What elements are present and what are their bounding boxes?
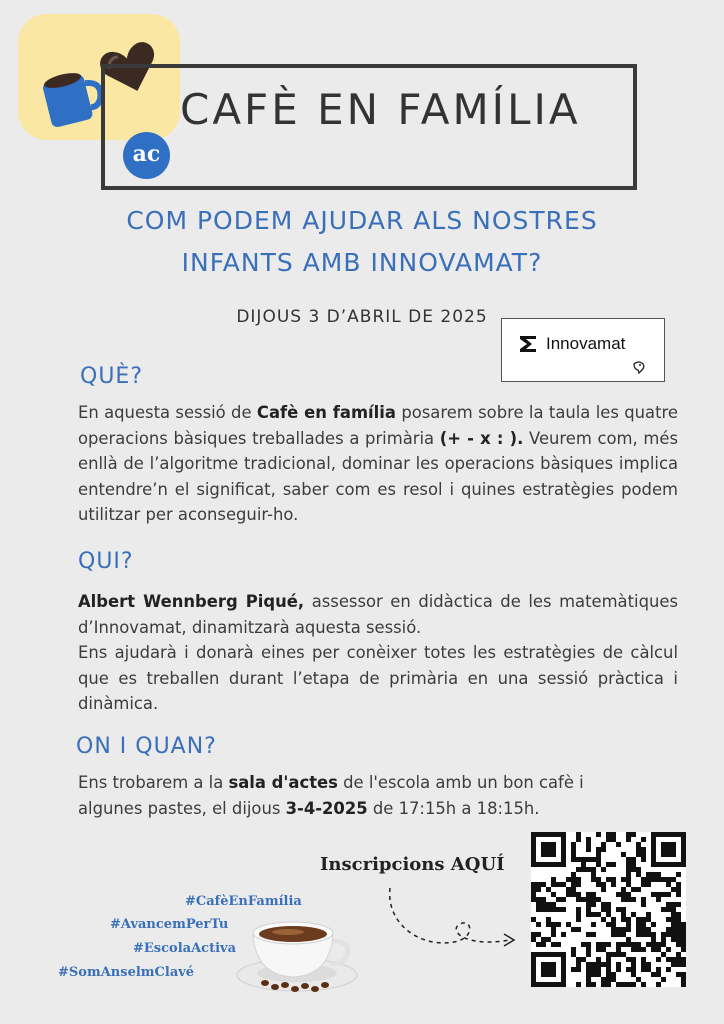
text-bold: Cafè en família: [256, 403, 396, 422]
section-body-on-quan: [78, 770, 598, 821]
hashtag-escola-activa: #EscolaActiva: [133, 941, 236, 956]
event-date-short: 3-4-2025: [285, 798, 368, 818]
text: de l'escola amb un bon cafè i algunes pastes, el dijous: [78, 773, 584, 818]
section-heading-on-quan: ON I QUAN?: [76, 734, 217, 759]
hashtag-avancem-per-tu: #AvancemPerTu: [110, 917, 229, 932]
innovamat-logo-box: [501, 318, 665, 382]
text: Ens ajudarà i donarà eines per conèixer totes les estratègies de càlcul que es treballen durant l’etapa de primària en una sessió pràctica i dinàmica.: [78, 643, 678, 713]
hashtag-som-anselm-clave: #SomAnselmClavé: [58, 965, 195, 980]
operations-symbols: (+ - x : ).: [439, 428, 524, 448]
inscriptions-label: Inscripcions AQUÍ: [320, 854, 505, 875]
text: de 17:15h a 18:15h.: [367, 798, 540, 818]
section-body-qui: [78, 589, 678, 717]
school-logo: ac: [123, 132, 170, 179]
page-title: CAFÈ EN FAMÍLIA: [180, 85, 581, 134]
innovamat-logo-icon: [518, 334, 538, 354]
qr-code[interactable]: [531, 832, 686, 987]
text: En aquesta sessió de: [78, 403, 257, 422]
hashtag-cafe-en-familia: #CafèEnFamília: [185, 894, 302, 909]
dashed-arrow-icon: [380, 884, 520, 964]
text: Ens trobarem a la: [78, 773, 229, 792]
speaker-name: Albert Wennberg Piqué,: [78, 592, 305, 611]
bird-icon: [631, 359, 647, 375]
text: posarem sobre la taula les quatre operacions bàsiques treballades a primària: [78, 403, 678, 448]
section-heading-qui: QUI?: [78, 549, 134, 574]
section-heading-que: QUÈ?: [80, 364, 143, 389]
text: assessor en didàctica de les matemàtiques d’Innovamat, dinamitzarà aquesta sessió.: [78, 592, 678, 637]
coffee-cup-illustration: [233, 905, 363, 995]
text: Veurem com, més enllà de l’algoritme tradicional, dominar les operacions bàsiques implica entendre’n el significat, saber com es resol i quines estratègies podem utilitzar per aconseguir-ho.: [78, 428, 678, 524]
location: sala d'actes: [228, 773, 338, 792]
section-body-que: [78, 400, 678, 528]
subtitle: [100, 200, 624, 284]
subtitle-line-2: INFANTS AMB INNOVAMAT?: [181, 248, 543, 277]
event-date: DIJOUS 3 D’ABRIL DE 2025: [236, 307, 488, 327]
innovamat-name: Innovamat: [546, 334, 626, 353]
subtitle-line-1: COM PODEM AJUDAR ALS NOSTRES: [126, 206, 598, 235]
